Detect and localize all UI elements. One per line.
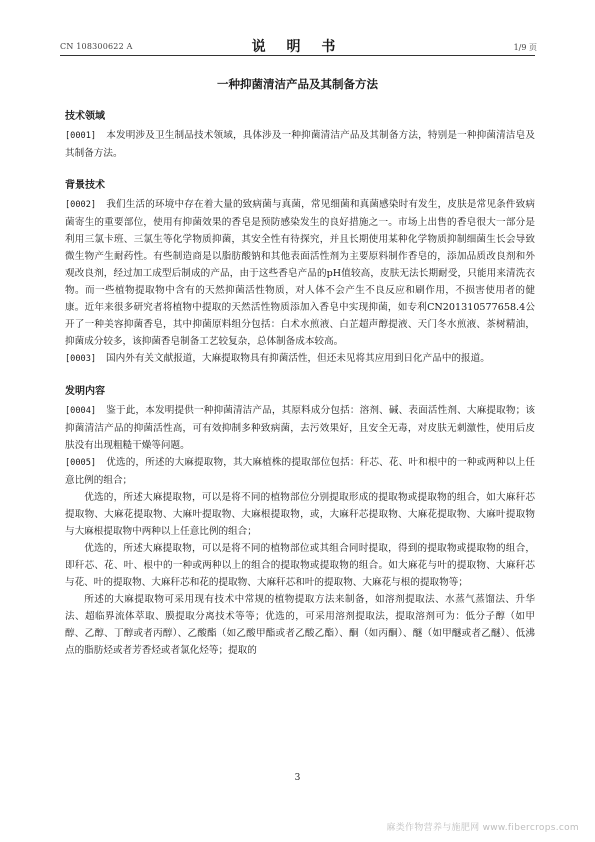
page-number: 3 xyxy=(294,773,301,783)
paragraph-0001 xyxy=(65,127,535,162)
section-gap xyxy=(65,162,535,177)
publication-number: CN 108300622 A xyxy=(60,42,133,51)
indented-paragraph: 优选的，所述大麻提取物，可以是将不同的植物部位分别提取形成的提取物或提取物的组合，如大麻秆芯提取物、大麻花提取物、大麻叶提取物、大麻根提取物，或，大麻秆芯提取物、大麻花提取物、大麻叶提取物与大麻根提取物中两种以上任意比例的组合； xyxy=(65,492,535,537)
paragraph-0004 xyxy=(65,402,535,454)
section-heading-background: 背景技术 xyxy=(65,180,105,191)
paragraph-text: 国内外有关文献报道，大麻提取物具有抑菌活性，但还未见将其应用到日化产品中的报道。 xyxy=(106,353,490,364)
document-title: 一种抑菌清洁产品及其制备方法 xyxy=(217,77,378,91)
paragraph-0005 xyxy=(65,454,535,489)
paragraph-number: [0004] xyxy=(65,406,97,416)
document-body xyxy=(65,108,535,659)
header-rule xyxy=(60,55,535,56)
paragraph-number: [0001] xyxy=(65,131,97,141)
paragraph-text: 鉴于此，本发明提供一种抑菌清洁产品，其原料成分包括：溶剂、碱、表面活性剂、大麻提取物；该抑菌清洁产品的抑菌活性高，可有效抑制多种致病菌，去污效果好，且安全无毒，对皮肤无刺激性，使用后皮肤没有出现粗糙干燥等问题。 xyxy=(65,405,535,451)
paragraph-number: [0002] xyxy=(65,200,97,210)
paragraph-number: [0005] xyxy=(65,458,97,468)
section-heading-summary: 发明内容 xyxy=(65,386,105,397)
paragraph-text: 我们生活的环境中存在着大量的致病菌与真菌，常见细菌和真菌感染时有发生，皮肤是常见条件致病菌寄生的重要部位，使用有抑菌效果的香皂是预防感染发生的良好措施之一。市场上出售的香皂很大一部分是利用三氯卡班、三氯生等化学物质抑菌，其安全性有待探究，并且长期使用某种化学物质抑制细菌生长会导致微生物产生耐药性。有些制造商是以脂肪酸钠和其他表面活性剂为主要原料制作香皂的，添加品质改良剂和外观改良剂，经过加工成型后制成的产品，由于这些香皂产品的pH值较高，皮肤无法长期耐受，只能用来清洗衣物。而一些植物提取物中含有的天然抑菌活性物质，对人体不会产生不良反应和刷作用，不损害使用者的健康。近年来很多研究者将植物中提取的天然活性物质添加入香皂中实现抑菌，如专利CN201310577658.4公开了一种美容抑菌香皂，其中抑菌原料组分包括：白术水煎液、白芷超声醇提液、天门冬水煎液、茶树精油，抑菌成分较多，该抑菌香皂制备工艺较复杂，总体制备成本较高。 xyxy=(65,199,535,347)
indented-paragraph: 优选的，所述大麻提取物，可以是将不同的植物部位或其组合同时提取，得到的提取物或提取物的组合，即秆芯、花、叶、根中的一种或两种以上的组合的提取物或提取物的组合。如大麻花与叶的提取物、大麻秆芯与花、叶的提取物、大麻秆芯和花的提取物、大麻秆芯和叶的提取物、大麻花与根的提取物等； xyxy=(65,543,535,588)
page-indicator: 1/9 页 xyxy=(513,43,537,52)
watermark: 麻类作物营养与施肥网 www.fibercrops.com xyxy=(386,823,579,833)
document-type: 说 明 书 xyxy=(251,39,344,55)
paragraph-text: 优选的，所述的大麻提取物，其大麻植株的提取部位包括：秆芯、花、叶和根中的一种或两种以上任意比例的组合； xyxy=(65,457,535,486)
paragraph-text: 本发明涉及卫生制品技术领域，具体涉及一种抑菌清洁产品及其制备方法，特别是一种抑菌清洁皂及其制备方法。 xyxy=(65,130,535,159)
paragraph-0003 xyxy=(65,350,535,368)
indented-paragraph: 所述的大麻提取物可采用现有技术中常规的植物提取方法来制备，如溶剂提取法、水蒸气蒸馏法、升华法、超临界流体萃取、膜提取分离技术等等；优选的，可采用溶剂提取法，提取溶剂可为：低分子醇（如甲醇、乙醇、丁醇或者丙醇）、乙酸酯（如乙酸甲酯或者乙酸乙酯）、酮（如丙酮）、醚（如甲醚或者乙醚）、低沸点的脂肪烃或者芳香烃或者氯化烃等；提取的 xyxy=(65,594,535,656)
paragraph-number: [0003] xyxy=(65,354,97,364)
paragraph-0002 xyxy=(65,196,535,350)
section-heading-field: 技术领域 xyxy=(65,111,105,122)
section-gap xyxy=(65,368,535,383)
